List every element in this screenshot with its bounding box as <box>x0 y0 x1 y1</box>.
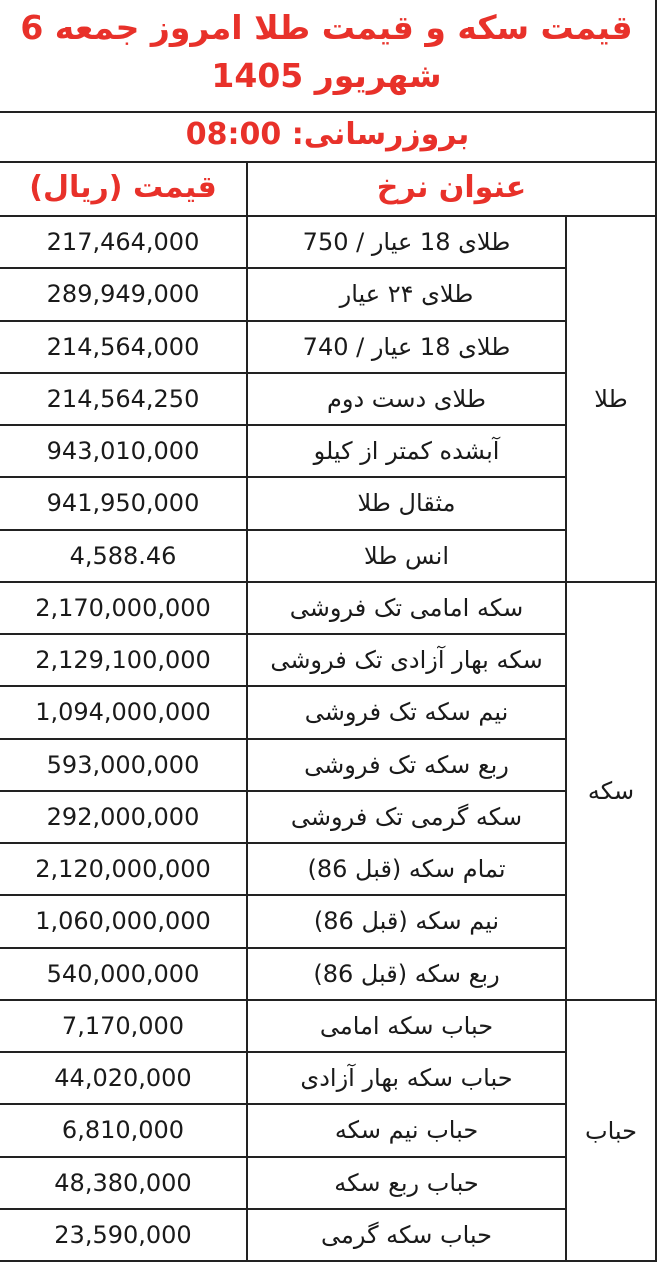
rate-name-cell: طلای ۲۴ عیار <box>248 269 567 322</box>
price-cell: 1,094,000,000 <box>0 687 248 740</box>
price-cell: 2,120,000,000 <box>0 844 248 896</box>
price-cell: 2,129,100,000 <box>0 635 248 687</box>
price-cell: 540,000,000 <box>0 949 248 1001</box>
price-cell: 217,464,000 <box>0 217 248 269</box>
price-cell: 6,810,000 <box>0 1105 248 1158</box>
price-cell: 943,010,000 <box>0 426 248 478</box>
rate-name-cell: انس طلا <box>248 531 567 583</box>
rate-name-cell: حباب سکه گرمی <box>248 1210 567 1262</box>
rate-name-cell: سکه امامی تک فروشی <box>248 583 567 635</box>
rate-name-cell: نیم سکه (قبل 86) <box>248 896 567 949</box>
name-column-header: عنوان نرخ <box>248 163 657 217</box>
group-label: طلا <box>567 217 657 583</box>
page-title-line1: قیمت سکه و قیمت طلا امروز جمعه 6 <box>20 8 633 47</box>
price-cell: 214,564,000 <box>0 322 248 374</box>
price-cell: 941,950,000 <box>0 478 248 531</box>
rate-name-cell: آبشده کمتر از کیلو <box>248 426 567 478</box>
price-cell: 23,590,000 <box>0 1210 248 1262</box>
rate-name-cell: سکه گرمی تک فروشی <box>248 792 567 844</box>
update-box <box>0 113 657 163</box>
price-cell: 289,949,000 <box>0 269 248 322</box>
page-title-line2: شهریور 1405 <box>211 56 442 95</box>
price-column-header: قیمت (ریال) <box>0 163 248 217</box>
rate-name-cell: مثقال طلا <box>248 478 567 531</box>
rate-name-cell: نیم سکه تک فروشی <box>248 687 567 740</box>
price-cell: 214,564,250 <box>0 374 248 426</box>
price-cell: 44,020,000 <box>0 1053 248 1105</box>
rate-name-cell: طلای 18 عیار / 750 <box>248 217 567 269</box>
price-cell: 48,380,000 <box>0 1158 248 1210</box>
update-time: بروزرسانی: 08:00 <box>185 117 470 152</box>
rate-name-cell: حباب نیم سکه <box>248 1105 567 1158</box>
rate-name-cell: ربع سکه (قبل 86) <box>248 949 567 1001</box>
rate-name-cell: سکه بهار آزادی تک فروشی <box>248 635 567 687</box>
price-cell: 292,000,000 <box>0 792 248 844</box>
price-cell: 4,588.46 <box>0 531 248 583</box>
price-cell: 593,000,000 <box>0 740 248 792</box>
rate-name-cell: طلای دست دوم <box>248 374 567 426</box>
rate-name-cell: حباب سکه امامی <box>248 1001 567 1053</box>
price-cell: 1,060,000,000 <box>0 896 248 949</box>
group-label: حباب <box>567 1001 657 1262</box>
rate-name-cell: حباب ربع سکه <box>248 1158 567 1210</box>
rate-name-cell: طلای 18 عیار / 740 <box>248 322 567 374</box>
price-cell: 7,170,000 <box>0 1001 248 1053</box>
rate-name-cell: ربع سکه تک فروشی <box>248 740 567 792</box>
title-box <box>0 0 657 113</box>
rate-name-cell: حباب سکه بهار آزادی <box>248 1053 567 1105</box>
group-label: سکه <box>567 583 657 1001</box>
rate-name-cell: تمام سکه (قبل 86) <box>248 844 567 896</box>
price-cell: 2,170,000,000 <box>0 583 248 635</box>
